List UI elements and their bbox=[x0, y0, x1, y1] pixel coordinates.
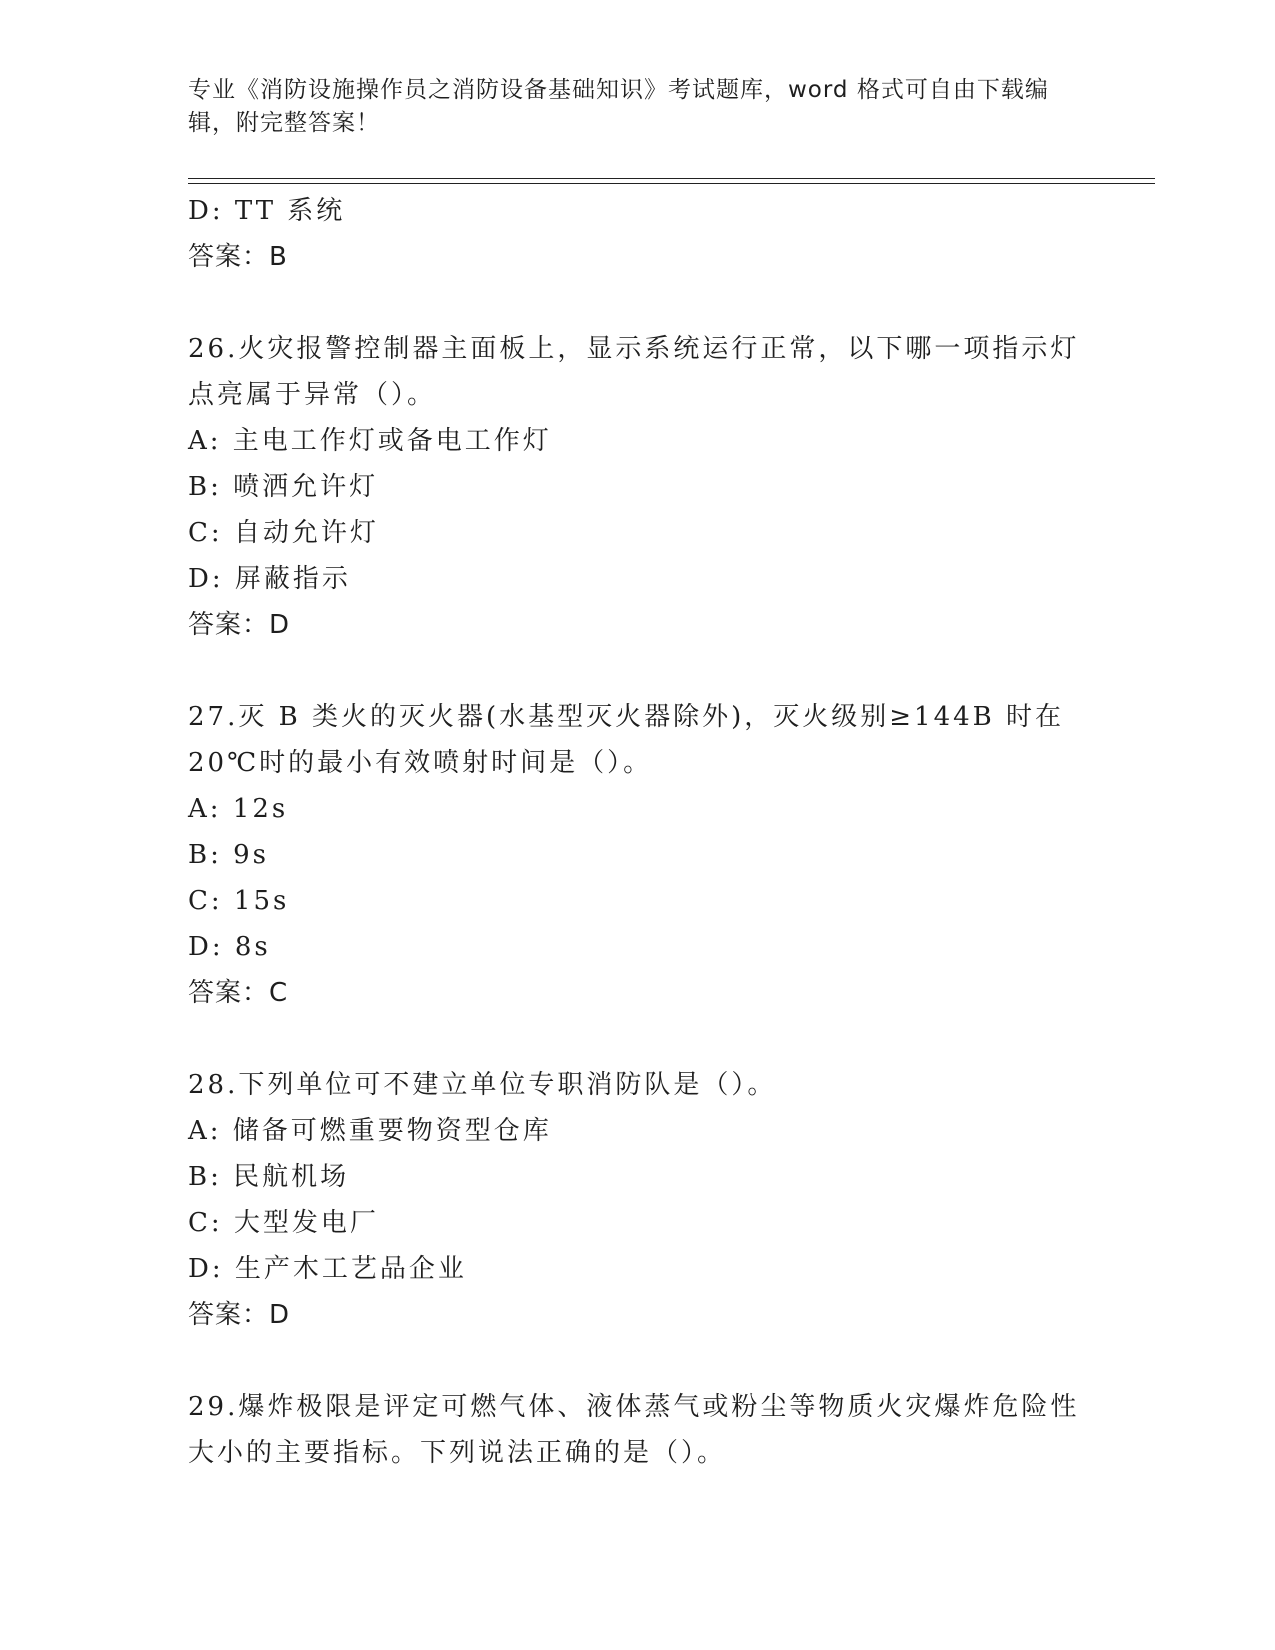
question-stem-line: 29.爆炸极限是评定可燃气体、液体蒸气或粉尘等物质火灾爆炸危险性 bbox=[188, 1392, 1080, 1422]
header-rule-bottom bbox=[188, 183, 1155, 184]
option-c: C: 大型发电厂 bbox=[188, 1208, 379, 1238]
prev-question-tail bbox=[188, 188, 1088, 280]
option-a: A: 主电工作灯或备电工作灯 bbox=[188, 426, 552, 456]
question-stem-line: 大小的主要指标。下列说法正确的是（）。 bbox=[188, 1438, 727, 1468]
option-d: D: 屏蔽指示 bbox=[188, 564, 351, 594]
question-stem-line: 28.下列单位可不建立单位专职消防队是（）。 bbox=[188, 1070, 777, 1100]
question-28 bbox=[188, 1062, 1088, 1338]
header-line-2: 辑，附完整答案！ bbox=[188, 110, 380, 136]
answer-line: 答案：C bbox=[188, 978, 289, 1008]
option-b: B: 民航机场 bbox=[188, 1162, 350, 1192]
question-stem-line: 点亮属于异常（）。 bbox=[188, 380, 437, 410]
option-a: A: 12s bbox=[188, 794, 289, 824]
question-29 bbox=[188, 1384, 1088, 1476]
question-stem-line: 20℃时的最小有效喷射时间是（）。 bbox=[188, 748, 653, 778]
question-stem-line: 26.火灾报警控制器主面板上，显示系统运行正常，以下哪一项指示灯 bbox=[188, 334, 1080, 364]
answer-line: 答案：D bbox=[188, 610, 291, 640]
option-d: D: TT 系统 bbox=[188, 196, 346, 226]
question-stem-line: 27.灭 B 类火的灭火器(水基型灭火器除外)，灭火级别≥144B 时在 bbox=[188, 702, 1065, 732]
option-b: B: 喷洒允许灯 bbox=[188, 472, 379, 502]
question-27 bbox=[188, 694, 1088, 1016]
answer-line: 答案：D bbox=[188, 1300, 291, 1330]
option-c: C: 自动允许灯 bbox=[188, 518, 379, 548]
answer-line: 答案：B bbox=[188, 242, 288, 272]
option-b: B: 9s bbox=[188, 840, 270, 870]
option-d: D: 生产木工艺品企业 bbox=[188, 1254, 467, 1284]
option-d: D: 8s bbox=[188, 932, 271, 962]
header-line-1: 专业《消防设施操作员之消防设备基础知识》考试题库，word 格式可自由下载编 bbox=[188, 77, 1049, 103]
header-rule-top bbox=[188, 178, 1155, 179]
option-a: A: 储备可燃重要物资型仓库 bbox=[188, 1116, 552, 1146]
option-c: C: 15s bbox=[188, 886, 290, 916]
question-list bbox=[188, 188, 1088, 1476]
document-header bbox=[188, 74, 1098, 140]
question-26 bbox=[188, 326, 1088, 648]
